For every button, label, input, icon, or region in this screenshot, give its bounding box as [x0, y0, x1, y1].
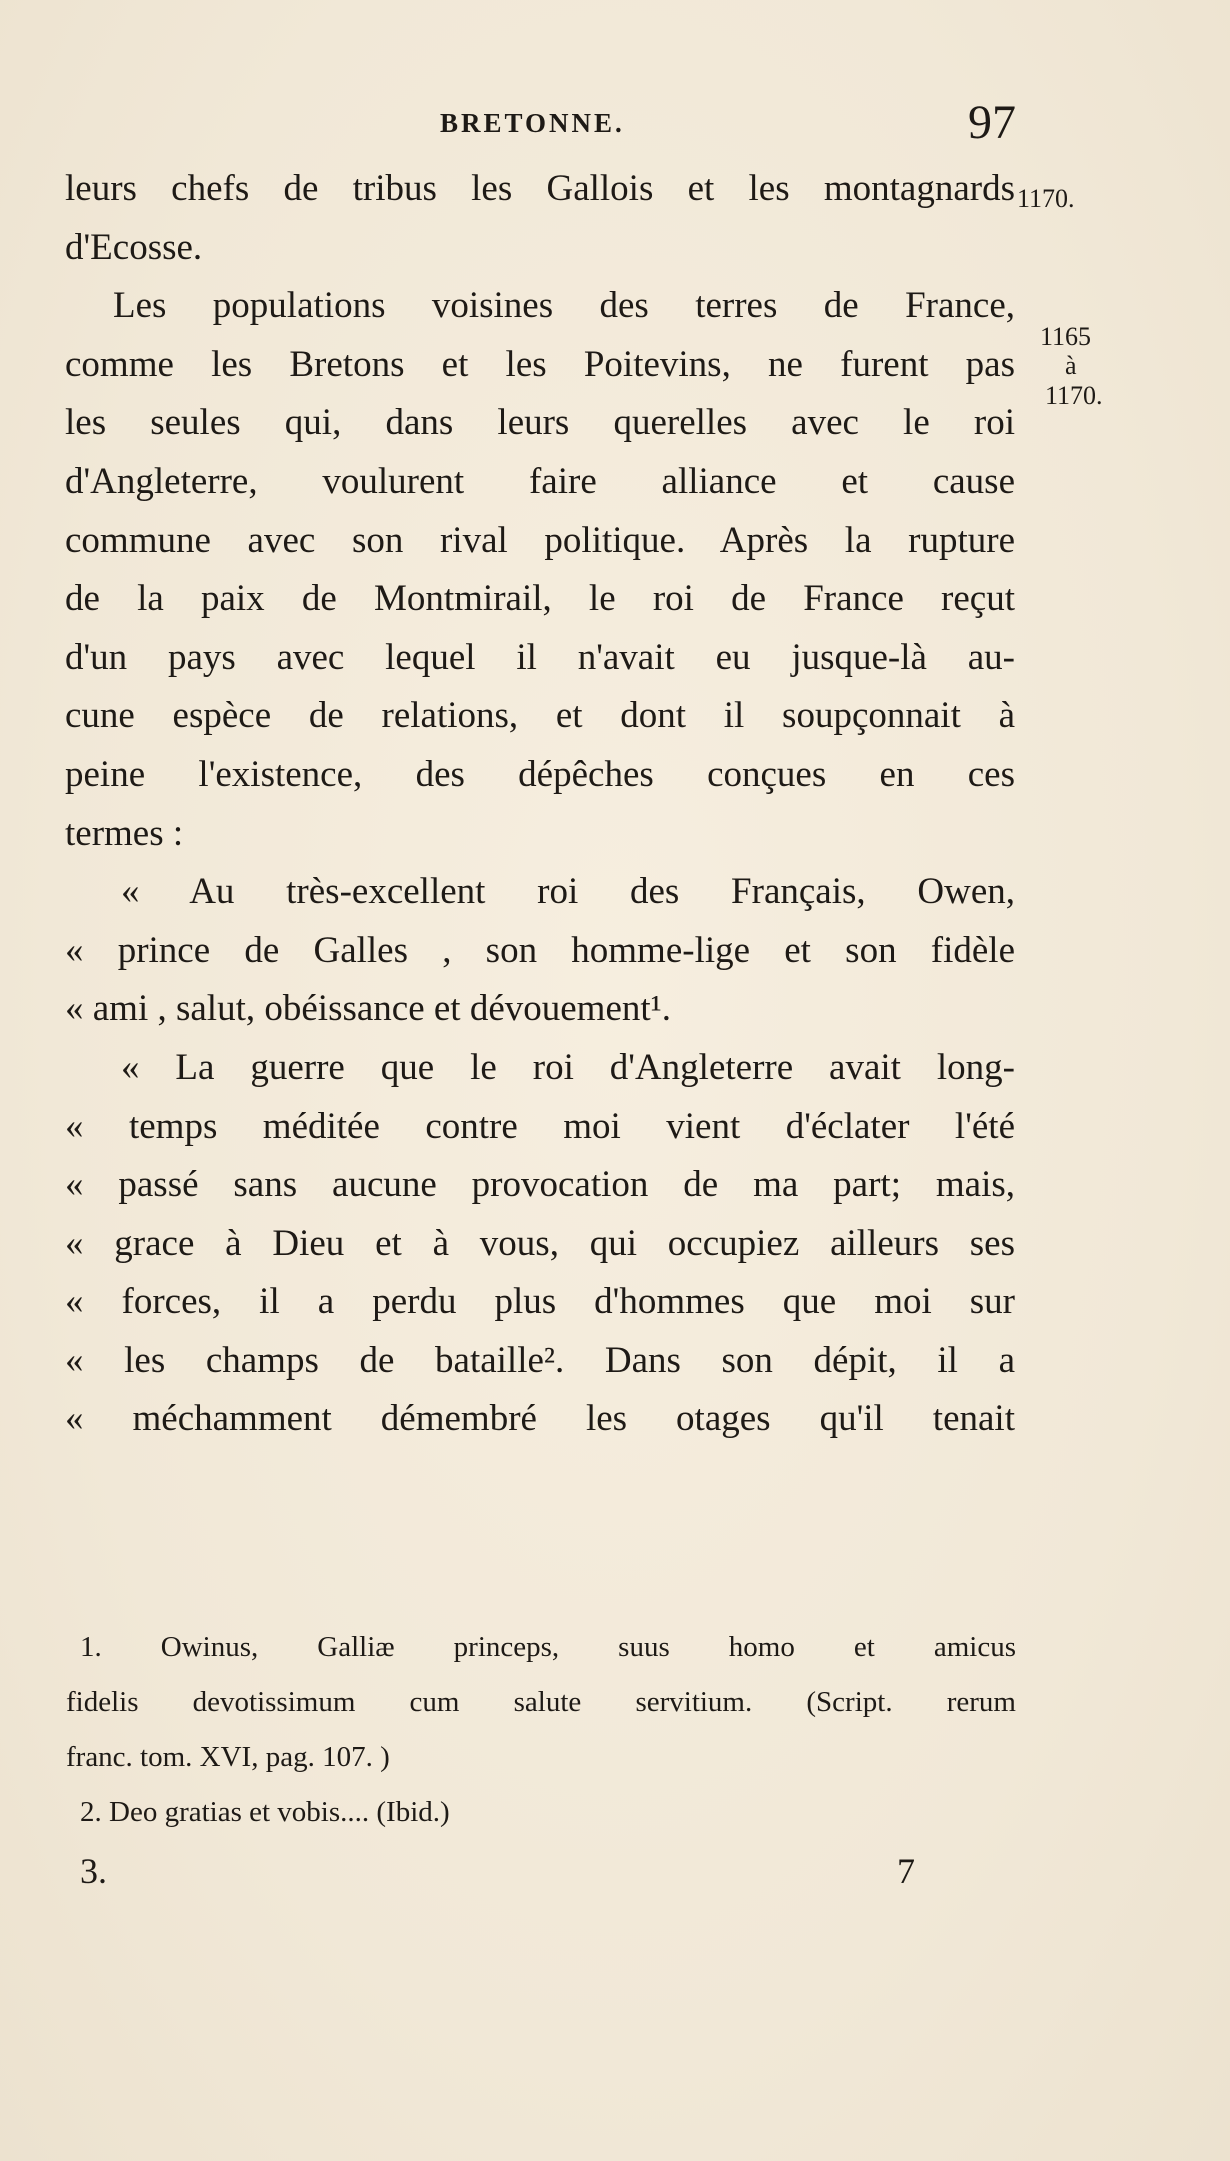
text-line: commune avec son rival politique. Après la rupture — [65, 519, 1015, 561]
text-line: « prince de Galles , son homme-lige et son fidèle — [65, 929, 1015, 971]
signature-mark-left: 3. — [80, 1851, 107, 1891]
footnotes — [66, 1620, 1016, 1840]
text-line: « La guerre que le roi d'Angleterre avait long- — [121, 1046, 1015, 1088]
text-line: « les champs de bataille². Dans son dépit, il a — [65, 1339, 1015, 1381]
text-line: leurs chefs de tribus les Gallois et les montagnards — [65, 168, 1015, 209]
text-line: termes : — [65, 812, 184, 854]
text-line: d'un pays avec lequel il n'avait eu jusque-là au- — [65, 636, 1015, 678]
margin-range-end: 1170. — [1045, 381, 1103, 410]
text-line: Les populations voisines des terres de France, — [113, 285, 1015, 327]
text-line: « forces, il a perdu plus d'hommes que moi sur — [65, 1281, 1015, 1323]
margin-range-word: à — [1065, 351, 1077, 380]
text-line: les seules qui, dans leurs querelles avec le roi — [65, 402, 1015, 444]
text-line: « grace à Dieu et à vous, qui occupiez ailleurs ses — [65, 1222, 1015, 1264]
text-line: de la paix de Montmirail, le roi de France reçut — [65, 578, 1015, 620]
text-line: cune espèce de relations, et dont il soupçonnait à — [65, 695, 1015, 737]
footnote-line: 2. Deo gratias et vobis.... (Ibid.) — [80, 1796, 450, 1828]
running-head: BRETONNE. — [440, 108, 625, 138]
text-line: d'Ecosse. — [65, 226, 203, 268]
text-line: « Au très-excellent roi des Français, Owen, — [121, 871, 1015, 913]
text-line: comme les Bretons et les Poitevins, ne furent pas — [65, 343, 1015, 385]
page-number: 97 — [968, 96, 1016, 149]
text-line: peine l'existence, des dépêches conçues en ces — [65, 753, 1015, 795]
margin-year-1170: 1170. — [1017, 184, 1075, 213]
text-line: d'Angleterre, voulurent faire alliance et cause — [65, 460, 1015, 502]
main-text — [65, 160, 1015, 1449]
margin-range-start: 1165 — [1040, 322, 1092, 351]
footnote-line: fidelis devotissimum cum salute servitium. (Script. rerum — [66, 1686, 1016, 1718]
text-line: « méchamment démembré les otages qu'il tenait — [65, 1398, 1015, 1440]
signature-mark-right: 7 — [897, 1851, 915, 1891]
footnote-line: franc. tom. XVI, pag. 107. ) — [66, 1741, 390, 1773]
text-line: « ami , salut, obéissance et dévouement¹. — [65, 988, 672, 1030]
footnote-line: 1. Owinus, Galliæ princeps, suus homo et amicus — [80, 1631, 1016, 1663]
text-line: « temps méditée contre moi vient d'éclater l'été — [65, 1105, 1015, 1147]
text-line: « passé sans aucune provocation de ma part; mais, — [65, 1164, 1015, 1206]
